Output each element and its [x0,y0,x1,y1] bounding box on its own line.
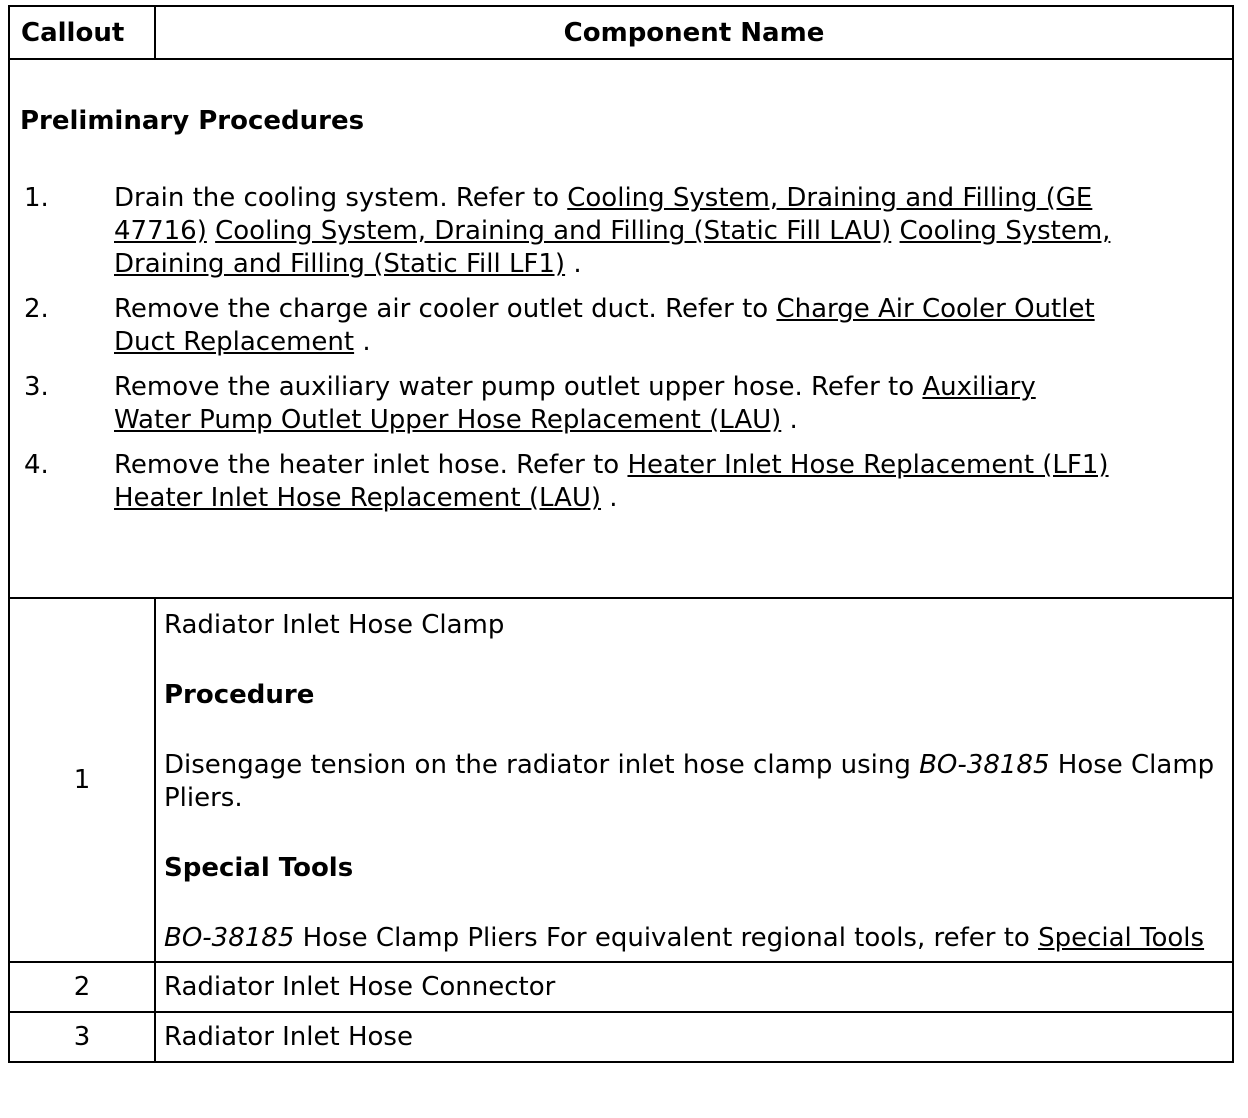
step-number: 3. [24,372,49,402]
step-1 [10,182,1232,281]
link-cooling-system-static-lf1[interactable]: Cooling System, Draining and Filling (Static Fill LF1) [114,216,1111,279]
callout-number: 1 [9,598,155,962]
special-tools-description: Hose Clamp Pliers For equivalent regional tools, refer to [294,923,1039,953]
link-charge-air-cooler-outlet-duct[interactable]: Charge Air Cooler Outlet Duct Replacement [114,294,1095,357]
step-instruction: Remove the charge air cooler outlet duct. Refer to [114,294,777,324]
special-tools-text [164,922,1224,955]
link-cooling-system-static-lau[interactable]: Cooling System, Draining and Filling (Static Fill LAU) [215,216,892,246]
callout-column-header: Callout [9,6,155,59]
link-heater-inlet-hose-lau[interactable]: Heater Inlet Hose Replacement (LAU) [114,483,602,513]
component-name-column-header: Component Name [155,6,1233,59]
tool-code: BO-38185 [164,923,295,953]
special-tools-heading: Special Tools [164,853,354,883]
preliminary-title: Preliminary Procedures [20,106,365,136]
step-instruction: Remove the heater inlet hose. Refer to [114,450,628,480]
link-cooling-system-ge47716[interactable]: Cooling System, Draining and Filling (GE 47716) [114,183,1093,246]
step-end: . [573,249,582,279]
step-3 [10,371,1232,437]
callout-number: 2 [9,962,155,1012]
step-number: 1. [24,183,49,213]
step-instruction: Remove the auxiliary water pump outlet upper hose. Refer to [114,372,923,402]
preliminary-row [9,59,1233,598]
procedure-text [164,749,1224,815]
table-row [9,1012,1233,1062]
component-name: Radiator Inlet Hose Clamp [164,610,505,640]
step-end: . [362,327,371,357]
component-name: Radiator Inlet Hose Connector [155,962,1233,1012]
table-header-row [9,6,1233,59]
step-end: . [609,483,618,513]
callout-number: 3 [9,1012,155,1062]
procedure-text-start: Disengage tension on the radiator inlet hose clamp using [164,750,920,780]
step-4 [10,449,1232,515]
component-name: Radiator Inlet Hose [155,1012,1233,1062]
step-text [114,371,1114,437]
link-heater-inlet-hose-lf1[interactable]: Heater Inlet Hose Replacement (LF1) [627,450,1109,480]
procedure-text-end: Hose Clamp Pliers. [164,750,1215,813]
step-text [114,293,1114,359]
preliminary-steps [10,182,1232,515]
component-table [8,5,1234,1063]
step-number: 4. [24,450,49,480]
tool-code: BO-38185 [919,750,1050,780]
component-cell [155,598,1233,962]
step-2 [10,293,1232,359]
link-special-tools[interactable]: Special Tools [1038,923,1205,953]
link-auxiliary-water-pump-hose[interactable]: Auxiliary Water Pump Outlet Upper Hose Replacement (LAU) [114,372,1036,435]
step-number: 2. [24,294,49,324]
table-row [9,962,1233,1012]
step-instruction: Drain the cooling system. Refer to [114,183,568,213]
preliminary-cell [9,59,1233,598]
procedure-heading: Procedure [164,680,315,710]
table-row [9,598,1233,962]
step-end: . [789,405,798,435]
step-text [114,449,1114,515]
step-text [114,182,1114,281]
